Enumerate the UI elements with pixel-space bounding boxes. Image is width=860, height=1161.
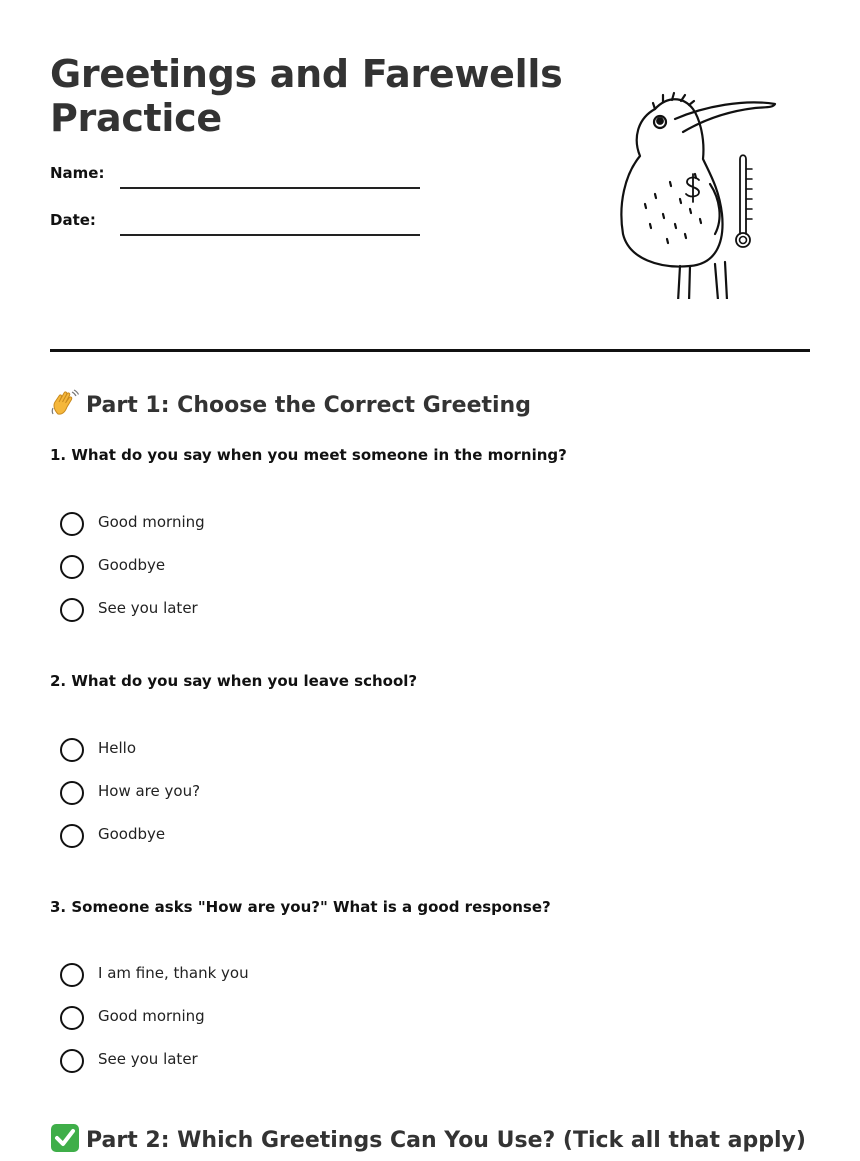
date-label: Date: <box>50 211 96 229</box>
q3-option-1-radio[interactable] <box>60 963 84 987</box>
q2-option-3[interactable] <box>60 824 460 850</box>
q1-option-3[interactable] <box>60 598 460 624</box>
date-field[interactable] <box>120 234 420 236</box>
q3-option-2-label: Good morning <box>98 1007 205 1025</box>
title-line-1: Greetings and Farewells <box>50 52 563 96</box>
question-2: 2. What do you say when you leave school? <box>50 672 418 690</box>
worksheet-header <box>50 52 810 302</box>
q2-option-2[interactable] <box>60 781 460 807</box>
q3-option-2[interactable] <box>60 1006 460 1032</box>
q2-option-2-label: How are you? <box>98 782 201 800</box>
q3-option-1[interactable] <box>60 963 460 989</box>
q1-option-2-radio[interactable] <box>60 555 84 579</box>
part2-title <box>50 1123 806 1153</box>
q3-option-1-label: I am fine, thank you <box>98 964 249 982</box>
part1-title <box>50 388 531 418</box>
q1-option-3-label: See you later <box>98 599 198 617</box>
q2-option-2-radio[interactable] <box>60 781 84 805</box>
q1-option-2-label: Goodbye <box>98 556 166 574</box>
q1-option-3-radio[interactable] <box>60 598 84 622</box>
q1-option-1-radio[interactable] <box>60 512 84 536</box>
part1-title-text: Part 1: Choose the Correct Greeting <box>86 393 531 418</box>
page-title <box>50 52 570 140</box>
title-line-2: Practice <box>50 96 222 140</box>
waving-hand-icon <box>50 388 80 418</box>
q2-option-1-label: Hello <box>98 739 137 757</box>
date-field-row <box>50 211 430 241</box>
part2-title-text: Part 2: Which Greetings Can You Use? (Tick all that apply) <box>86 1128 806 1153</box>
q3-option-3[interactable] <box>60 1049 460 1075</box>
name-field-row <box>50 164 430 194</box>
question-1: 1. What do you say when you meet someone in the morning? <box>50 446 567 464</box>
header-divider <box>50 349 810 352</box>
q2-option-1[interactable] <box>60 738 460 764</box>
question-3: 3. Someone asks "How are you?" What is a good response? <box>50 898 551 916</box>
q3-option-3-label: See you later <box>98 1050 198 1068</box>
q1-option-1-label: Good morning <box>98 513 205 531</box>
q3-option-2-radio[interactable] <box>60 1006 84 1030</box>
q3-option-3-radio[interactable] <box>60 1049 84 1073</box>
kiwi-bird-icon <box>615 74 785 299</box>
q2-option-3-label: Goodbye <box>98 825 166 843</box>
q1-option-2[interactable] <box>60 555 460 581</box>
name-label: Name: <box>50 164 105 182</box>
q2-option-3-radio[interactable] <box>60 824 84 848</box>
check-mark-button-icon <box>50 1123 80 1153</box>
name-field[interactable] <box>120 187 420 189</box>
q1-option-1[interactable] <box>60 512 460 538</box>
q2-option-1-radio[interactable] <box>60 738 84 762</box>
